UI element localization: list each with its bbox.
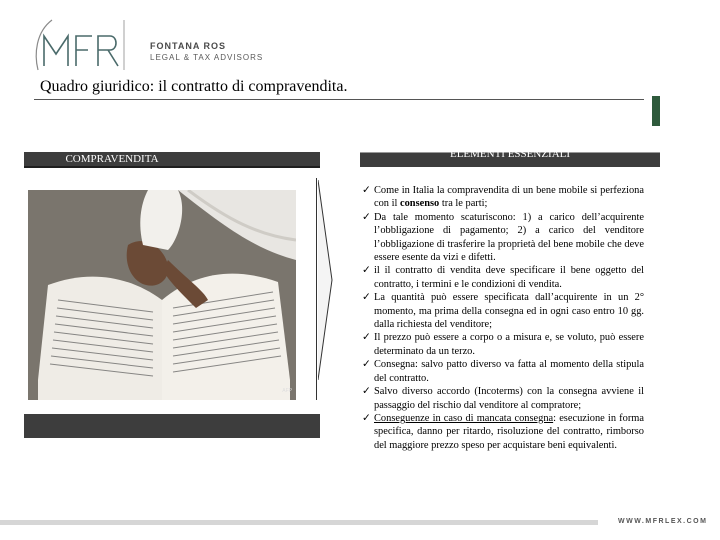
slide-title: Quadro giuridico: il contratto di compravendita. <box>40 78 348 95</box>
list-item <box>362 211 644 265</box>
checkmark-icon: ✓ <box>362 211 371 223</box>
bullet-text: Salvo diverso accordo (Incoterms) con la consegna avviene il passaggio del rischio dal venditore al compratore; <box>374 386 644 411</box>
checkmark-icon: ✓ <box>362 185 371 196</box>
book-photo-illustration <box>28 190 296 400</box>
essential-elements-list <box>362 184 644 452</box>
column-divider-line <box>316 178 317 400</box>
mfr-logo-mark <box>30 14 140 74</box>
bullet-underlined-text: Conseguenze in caso di mancata consegna <box>374 412 554 424</box>
checkmark-icon: ✓ <box>362 292 371 304</box>
left-footer-bar <box>24 414 320 438</box>
right-header-label: ELEMENTI ESSENZIALI <box>449 148 571 160</box>
book-photo <box>28 190 296 400</box>
footer-bar <box>0 520 598 525</box>
checkmark-icon: ✓ <box>362 359 371 371</box>
list-item <box>362 291 644 331</box>
list-item <box>362 412 644 452</box>
left-column-header <box>24 152 320 168</box>
list-item <box>362 385 644 412</box>
arrow-right-icon <box>318 180 338 380</box>
bullet-text: tra le parti; <box>439 198 488 210</box>
bullet-text: : esecuzione in forma specifica, danno per ritardo, risoluzione del contratto, rimborso del maggiore prezzo speso per acquistare beni equivalenti. <box>374 412 644 451</box>
bullet-text: Consegna: salvo patto diverso va fatta al momento della stipula del contratto. <box>374 359 644 384</box>
checkmark-icon: ✓ <box>362 386 371 398</box>
bullet-text: Come in Italia la compravendita di un bene mobile si perfeziona con il <box>374 185 644 210</box>
checkmark-icon: ✓ <box>362 265 371 277</box>
company-logo <box>30 14 270 74</box>
footer-website-link[interactable]: WWW.MFRLEX.COM <box>618 518 708 525</box>
left-header-label: COMPRAVENDITA <box>65 153 159 165</box>
right-column-header <box>360 148 660 167</box>
bullet-text: La quantità può essere specificata dall’acquirente in un 2° momento, ma prima della consegna ed in ogni caso entro 10 gg. dalla richiesta del venditore; <box>374 292 644 331</box>
bullet-bold-text: consenso <box>399 198 440 210</box>
bullet-text: Il prezzo può essere a corpo o a misura e, se voluto, può essere determinato da un terzo. <box>374 332 644 357</box>
list-item <box>362 331 644 358</box>
checkmark-icon: ✓ <box>362 332 371 344</box>
list-item <box>362 184 644 211</box>
photo-credit: AFP <box>282 388 292 394</box>
accent-bar <box>652 96 660 126</box>
checkmark-icon: ✓ <box>362 412 371 424</box>
bullet-text: il il contratto di vendita deve specificare il bene oggetto del contratto, i termini e le condizioni di vendita. <box>374 265 644 290</box>
title-divider <box>34 99 644 100</box>
bullet-text: Da tale momento scaturiscono: 1) a carico dell’acquirente l’obbligazione di pagamento; 2) a carico del venditore l’obbligazione di trasferire la proprietà del bene mobile che deve essere esente da vizi e difetti. <box>374 211 644 264</box>
logo-company-name: FONTANA ROS <box>150 41 226 51</box>
list-item <box>362 358 644 385</box>
list-item <box>362 264 644 291</box>
logo-company-subtitle: LEGAL & TAX ADVISORS <box>150 53 264 62</box>
